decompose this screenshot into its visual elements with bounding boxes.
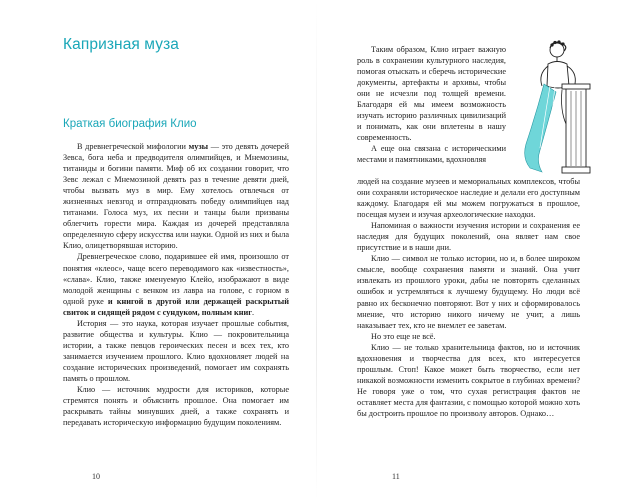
text-run: В древнегреческой мифологии [77, 142, 189, 151]
paragraph: Клио — символ не только истории, но и, в более широком смысле, вообще сохранения памяти и знаний. Она учит извлекать из прошлого уроки, дабы не повторять сделанных ошибок и устремляться к лучшему будущему. Но люди всё равно их бесконечно повторяют. Вот у них и сформировалось мнение, что историю никого ничему не учит, а лишь наказывает тех, кто не внемлет ее заветам. [357, 254, 580, 330]
paragraph: Но это еще не всё. [371, 331, 436, 341]
chapter-title: Капризная муза [63, 36, 180, 53]
muse-clio-illustration-icon [510, 36, 600, 186]
section-title: Краткая биография Клио [63, 118, 197, 130]
bold-phrase: и книгой в другой или держащей раскрытый свиток и сидящей рядом с сундуком, полным книг [63, 296, 289, 317]
left-page [0, 0, 316, 500]
paragraph: людей на создание музеев и мемориальных комплексов, чтобы они сохраняли историческое наследие и делали его доступным каждому. Благодаря ей мы можем погружаться в прошлое, посещая музеи и изучая археологические находки. [357, 177, 580, 220]
text-run: . [252, 307, 255, 317]
paragraph: История — это наука, которая изучает прошлые события, развитие общества и культуры. Клио — покровительница истории, а также певцов героических песен и всех тех, кто занимается изучением прошлого. Клио вдохновляет людей на создание исторических произведений, помогает им сохранять память о прошлом. [63, 318, 289, 383]
page-number: 11 [392, 472, 400, 481]
right-body-text-top [357, 44, 506, 166]
text-run: Древнегреческое слово, подарившее ей имя, произошло от понятия «клеос», чаще всего переводимого как «известность», «слава». Клио, также именуемую Клейо, изображают в виде молодой женщины с венком из лавра на голове, с горном в одной руке [63, 252, 289, 306]
paragraph: Клио — источник мудрости для историков, которые стремятся понять и объяснить прошлое. Она помогает им раскрывать тайны минувших дней, а также сохранять и передавать историческую информацию будущим поколениям. [63, 385, 289, 428]
left-body-text [63, 141, 289, 428]
paragraph: Клио — не только хранительница фактов, но и источник вдохновения и творчества для всех, кто интересуется прошлым. Стоп! Какое может быть творчество, если нет никакой возможности изменить сокрытое в глубинах времени? Не говоря уже о том, что сухая регистрация фактов не оставляет места для фантазии, с помощью которой можно хоть бы достроить прошлое по произволу авторов. Однако… [357, 342, 580, 418]
page-number: 10 [92, 472, 100, 481]
bold-term: музы [188, 142, 209, 151]
paragraph [63, 251, 289, 317]
text-run: — это девять дочерей Зевса, бога неба и предводителя олимпийцев, и Мнемозины, титаниды и богини памяти. Миф об их создании говорит, что Зевс лежал с Мнемозиной девять раз в течение девяти дней, чтобы вызвать муз в мир. Ему хотелось отвлечься от жизненных невзгод и отпраздновать победу олимпийцев над титанами. Голоса муз, их песни и танцы были призваны облегчить горести мира. Каждая из дочерей представляла определенную сферу искусства или науки. Одной из них и была Клио, олицетворявшая историю. [63, 142, 289, 251]
paragraph [63, 141, 289, 251]
paragraph: А еще она связана с историческими местами и памятниками, вдохновляя [357, 144, 506, 165]
paragraph: Таким образом, Клио играет важную роль в сохранении культурного наследия, помогая отыскать и сберечь исторические документы, артефакты и архивы, чтобы они не исчезли под толщей времени. Благодаря ей мы имеем возможность изучать историю различных цивилизаций и понимать, как они вплетены в нашу современность. [357, 45, 506, 143]
paragraph: Напоминая о важности изучения истории и сохранения ее наследия для будущих поколений, она являет нам свое присутствие и в наши дни. [357, 221, 580, 253]
right-body-text [357, 176, 580, 419]
